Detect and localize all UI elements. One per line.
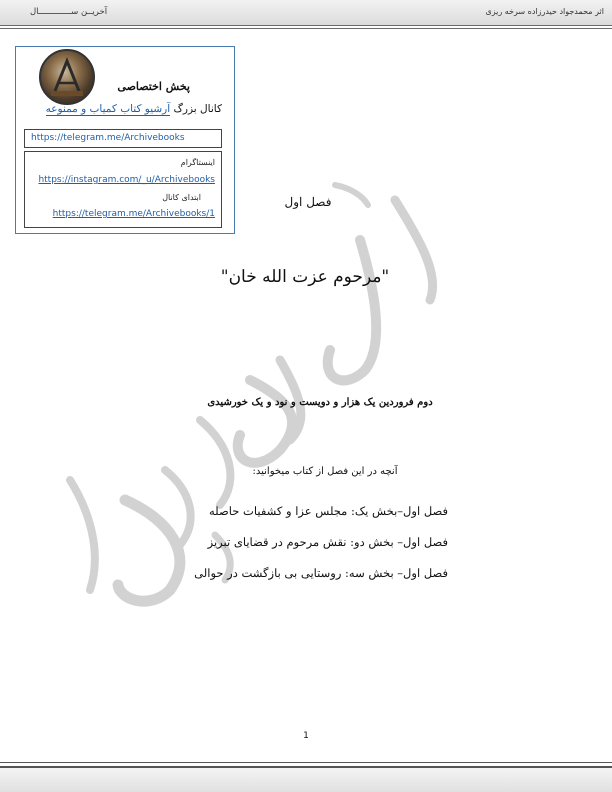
header-author: اثر محمدجواد حیدرزاده سرخه ریزی [485, 7, 604, 16]
date-line: دوم فروردین یک هزار و دویست و نود و یک خورشیدی [207, 397, 433, 408]
page-footer [0, 768, 612, 792]
promo-box [15, 46, 235, 234]
instagram-link-box [24, 151, 222, 228]
promo-channel-link[interactable]: آرشیو کتاب کمیاب و ممنوعه [45, 103, 171, 115]
toc-item: فصل اول– بخش دو: نقش مرحوم در قضایای تبریز [207, 535, 448, 549]
instagram-label: اینستاگرام [180, 158, 215, 167]
header-book-title: آخریــن ســـــــــــــال [30, 7, 108, 17]
telegram-link-box [24, 129, 222, 148]
promo-channel-line [46, 103, 222, 115]
table-of-contents [180, 503, 448, 596]
archive-logo-icon [39, 49, 95, 105]
promo-channel-prefix: کانال بزرگ [173, 103, 222, 115]
page-header [0, 0, 612, 26]
channel-start-label: ابتدای کانال [162, 193, 201, 202]
channel-start-link[interactable]: https://telegram.me/Archivebooks/1 [52, 209, 215, 219]
toc-item: فصل اول– بخش سه: روستایی بی بازگشت در حوالی [194, 566, 448, 580]
main-title: "مرحوم عزت الله خان" [220, 267, 390, 287]
instagram-link[interactable]: https://instagram.com/_u/Archivebooks [38, 175, 215, 185]
toc-intro: آنچه در این فصل از کتاب میخوانید: [252, 466, 398, 477]
toc-item: فصل اول–بخش یک: مجلس عزا و کشفیات حاصله [209, 504, 448, 518]
chapter-heading: فصل اول [284, 195, 332, 209]
promo-title: پخش اختصاصی [117, 80, 190, 93]
page-number: 1 [303, 731, 309, 741]
header-divider [0, 28, 612, 29]
telegram-link[interactable]: https://telegram.me/Archivebooks [31, 133, 185, 143]
footer-divider [0, 762, 612, 763]
